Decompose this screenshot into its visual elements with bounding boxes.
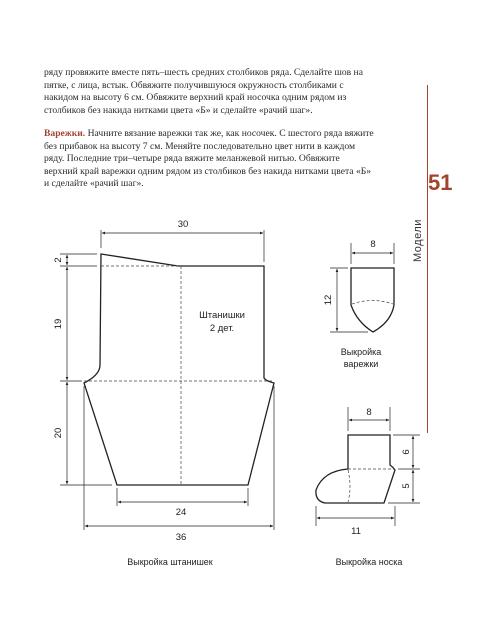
sock-caption: Выкройка носка bbox=[335, 557, 403, 567]
sock-heel-seam bbox=[348, 470, 350, 502]
dim-pants-left-bottom-label: 20 bbox=[53, 427, 64, 439]
pants-guide-lines bbox=[84, 266, 274, 485]
pants-caption: Выкройка штанишек bbox=[127, 557, 213, 567]
pants-pattern bbox=[53, 219, 274, 567]
dim-pants-left bbox=[60, 254, 112, 485]
paragraph-1-text: ряду провяжите вместе пять–шесть средних столбиков ряда. Сделайте шов на пятке, с лица, встык. Обвяжите получившуюся окружность столбиками с накидом на высоту 6 см. Обвяжите верхний край носочка одним рядом из столбиков без накида нитками цвета «Б» и сделайте «рачий шаг». bbox=[44, 67, 363, 116]
dim-pants-bottom-outer-label: 36 bbox=[175, 532, 187, 543]
dim-pants-bottom-inner bbox=[117, 488, 248, 506]
dim-pants-bottom-inner-label: 24 bbox=[175, 507, 187, 518]
dim-sock-right bbox=[388, 435, 420, 503]
mitten-caption-line1: Выкройка bbox=[340, 347, 382, 357]
paragraph-2-title: Варежки. bbox=[44, 128, 86, 139]
dim-pants-top-label: 30 bbox=[177, 219, 189, 230]
dim-sock-right-top-label: 6 bbox=[401, 449, 412, 455]
mitten-outline bbox=[351, 268, 394, 332]
sock-pattern bbox=[316, 407, 420, 567]
dim-sock-bottom bbox=[316, 506, 395, 526]
pants-label-line2: 2 дет. bbox=[209, 323, 235, 334]
mitten-pattern bbox=[323, 239, 394, 369]
page-number: 51 bbox=[428, 170, 453, 195]
paragraph-2-text: Начните вязание варежки так же, как носочек. С шестого ряда вяжите без прибавок на высоту 7 см. Меняйте последовательно цвет нити в каждом ряду. Последние три–четыре ряда вяжите меланжевой нитью. Обвяжите верхний край варежки одним рядом из столбиков без накида нитками цвета «Б» и сделайте «рачий шаг». bbox=[44, 128, 374, 190]
mitten-seam-line bbox=[352, 301, 393, 305]
dim-sock-top-label: 8 bbox=[366, 407, 372, 418]
dim-sock-bottom-label: 11 bbox=[351, 526, 361, 537]
dim-pants-left-mid-label: 19 bbox=[53, 318, 64, 330]
pants-outline bbox=[84, 254, 274, 485]
dim-mitten-height-label: 12 bbox=[323, 294, 334, 306]
section-label: Модели bbox=[412, 219, 424, 262]
dim-mitten-height bbox=[330, 268, 368, 332]
mitten-caption-line2: варежки bbox=[343, 359, 379, 369]
dim-pants-left-top-label: 2 bbox=[53, 257, 64, 263]
dim-mitten-width-label: 8 bbox=[370, 239, 376, 250]
pants-label-line1: Штанишки bbox=[199, 310, 245, 321]
dim-sock-right-bottom-label: 5 bbox=[401, 483, 412, 489]
